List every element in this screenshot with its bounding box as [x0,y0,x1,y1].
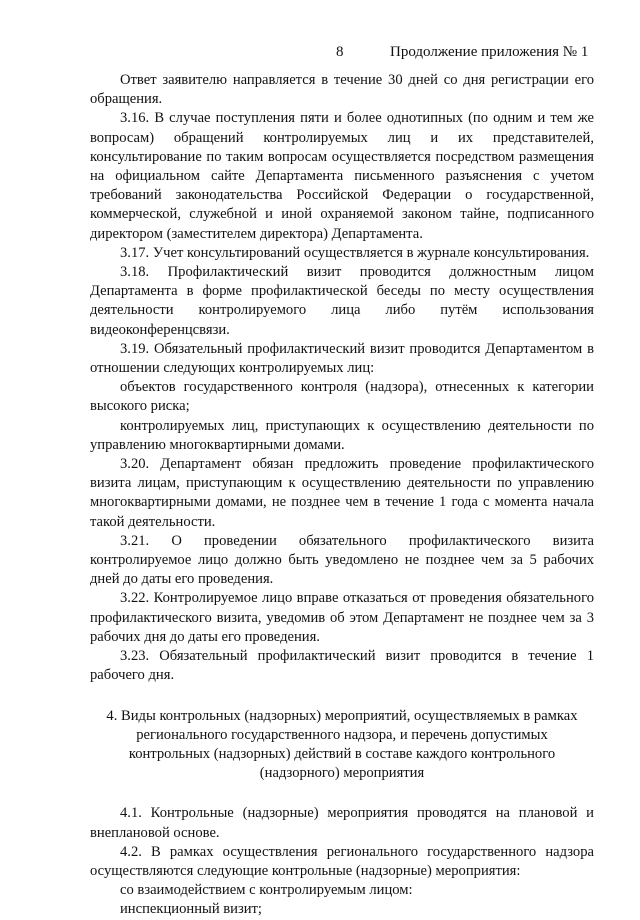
paragraph-3-16: 3.16. В случае поступления пяти и более однотипных (по одним и тем же вопросам) обращений контролируемых лиц и их представителей, консультирование по таким вопросам осуществляется посредством размещения на официальном сайте Департамента письменного разъяснения с учетом требований законодательства Российской Федерации о государственной, коммерческой, служебной и иной охраняемой законом тайне, подписанного директором (заместителем директора) Департамента. [90,110,594,242]
paragraph-3-19-item-high-risk: объектов государственного контроля (надзора), отнесенных к категории высокого риска; [90,379,594,415]
paragraph-3-19-item-management: контролируемых лиц, приступающих к осуществлению деятельности по управлению многоквартирными домами. [90,417,594,453]
paragraph-4-2-item-inspection-visit: инспекционный визит; [120,901,262,918]
paragraph-reply-deadline: Ответ заявителю направляется в течение 30 дней со дня регистрации его обращения. [90,72,594,108]
paragraph-3-20: 3.20. Департамент обязан предложить проведение профилактического визита лицам, приступающим к осуществлению деятельности по управлению многоквартирными домами, не позднее чем в течение 1 года с момента начала такой деятельности. [90,456,594,530]
page-header [0,41,640,63]
paragraph-4-1: 4.1. Контрольные (надзорные) мероприятия проводятся на плановой и внеплановой основе. [90,805,594,841]
appendix-continuation-label: Продолжение приложения № 1 [390,44,589,60]
document-body [90,71,594,920]
section-heading-4: 4. Виды контрольных (надзорных) мероприятий, осуществляемых в рамках регионального государственного надзора, и перечень допустимых контрольных (надзорных) действий в составе каждого контрольного (надзорного) мероприятия [106,707,578,782]
paragraph-3-18: 3.18. Профилактический визит проводится должностным лицом Департамента в форме профилактической беседы по месту осуществления деятельности контролируемого лица либо путём использования видеоконференцсвязи. [90,264,594,338]
paragraph-3-21: 3.21. О проведении обязательного профилактического визита контролируемое лицо должно быть уведомлено не позднее чем за 5 рабочих дней до даты его проведения. [90,532,594,588]
paragraph-3-23: 3.23. Обязательный профилактический визит проводится в течение 1 рабочего дня. [90,648,594,684]
paragraph-4-2: 4.2. В рамках осуществления регионального государственного надзора осуществляются следующие контрольные (надзорные) мероприятия: [90,843,594,879]
paragraph-3-22: 3.22. Контролируемое лицо вправе отказаться от проведения обязательного профилактического визита, уведомив об этом Департамент не позднее чем за 3 рабочих дня до даты его проведения. [90,590,594,645]
page-number: 8 [336,44,344,60]
paragraph-4-2-item-interaction: со взаимодействием с контролируемым лицом: [120,882,413,899]
paragraph-3-19: 3.19. Обязательный профилактический визит проводится Департаментом в отношении следующих контролируемых лиц: [90,340,594,377]
paragraph-3-17: 3.17. Учет консультирований осуществляется в журнале консультирования. [120,244,590,261]
